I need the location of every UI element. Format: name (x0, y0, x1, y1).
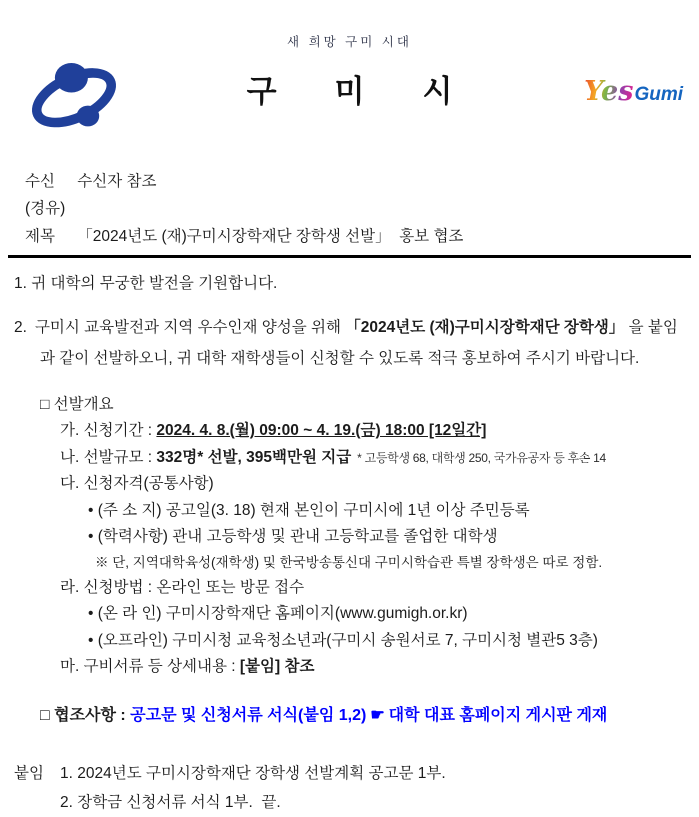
paragraph-main-after: 을 붙임과 같이 선발하오니, 귀 대학 재학생들이 신청할 수 있도록 적극 홍보하여 주시기 바랍니다. (40, 319, 678, 367)
cooperation-line (40, 703, 699, 729)
method-offline: • (오프라인) 구미시청 교육청소년과(구미시 송원서로 7, 구미시청 별관5 3층) (88, 631, 598, 649)
subject-line (25, 222, 689, 251)
recipient-label: 수신 (25, 173, 55, 190)
qualification-address: • (주 소 지) 공고일(3. 18) 현재 본인이 구미시에 1년 이상 주민등록 (88, 501, 530, 519)
cooperation-text-after: 대학 대표 홈페이지 게시판 게재 (388, 706, 608, 724)
attachments-label: 붙임 (14, 764, 44, 782)
recipient-value: 수신자 참조 (77, 173, 157, 190)
overview-docs (60, 654, 699, 681)
paragraph-main-before: 구미시 교육발전과 지역 우수인재 양성을 위해 (34, 319, 346, 336)
yesgumi-yes-text: Yes (584, 76, 634, 107)
docs-value: [붙임] 참조 (239, 658, 315, 675)
attachments-list (60, 759, 699, 817)
scale-note: * 고등학생 68, 대학생 250, 국가유공자 등 후손 14 (357, 450, 606, 465)
overview-qualification: 다. 신청자격(공통사항) (60, 475, 214, 492)
paragraph-main-number: 2. (14, 319, 27, 336)
scale-value: 332명* 선발, 395백만원 지급 (156, 448, 352, 466)
overview-scale (60, 445, 699, 472)
qualification-education: • (학력사항) 관내 고등학생 및 관내 고등학교를 졸업한 대학생 (88, 528, 498, 545)
overview-method: 라. 신청방법 : 온라인 또는 방문 접수 (60, 578, 305, 596)
yesgumi-gumi-text: Gumi (634, 84, 683, 105)
yesgumi-logo (584, 76, 683, 107)
paragraph-main-bold: 「2024년도 (재)구미시장학재단 장학생」 (345, 319, 625, 336)
title-char-mi: 미 (334, 74, 423, 109)
attachment-item-2: 2. 장학금 신청서류 서식 1부. 끝. (60, 793, 281, 811)
document-body (0, 271, 699, 817)
header-divider (8, 255, 691, 258)
via-label: (경유) (25, 200, 66, 217)
paragraph-greeting: 1. 귀 대학의 무궁한 발전을 기원합니다. (14, 275, 278, 292)
scale-label: 나. 선발규모 : (60, 448, 157, 466)
subject-label: 제목 (25, 228, 55, 245)
attachments-row (14, 759, 699, 817)
cooperation-label: □ 협조사항 : (40, 706, 131, 724)
subject-value: 「2024년도 (재)구미시장학재단 장학생 선발」 홍보 협조 (77, 228, 464, 245)
city-slogan: 새 희망 구미 시대 (287, 35, 412, 49)
attachments-block (14, 759, 699, 817)
selection-overview-section (40, 392, 699, 681)
document-header (0, 54, 699, 154)
pointing-hand-icon: ☛ (370, 706, 385, 724)
method-online: • (온 라 인) 구미시장학재단 홈페이지(www.gumigh.or.kr) (88, 605, 468, 622)
via-line (25, 195, 689, 222)
period-label: 가. 신청기간 : (60, 422, 157, 439)
docs-label: 마. 구비서류 등 상세내용 : (60, 658, 240, 675)
title-char-si: 시 (422, 74, 511, 109)
paragraph-main (14, 312, 685, 374)
overview-heading: □ 선발개요 (40, 396, 114, 413)
period-value: 2024. 4. 8.(월) 09:00 ~ 4. 19.(금) 18:00 [12일간] (156, 422, 487, 439)
qualification-note: ※ 단, 지역대학육성(재학생) 및 한국방송통신대 구미시학습관 특별 장학생은 따로 정함. (95, 554, 603, 570)
document-meta (25, 168, 689, 251)
recipient-line (25, 168, 689, 195)
cooperation-text-before: 공고문 및 신청서류 서식(붙임 1,2) (130, 706, 367, 724)
overview-period (60, 418, 699, 445)
attachment-item-1: 1. 2024년도 구미시장학재단 장학생 선발계획 공고문 1부. (60, 764, 446, 782)
title-char-gu: 구 (246, 74, 335, 109)
